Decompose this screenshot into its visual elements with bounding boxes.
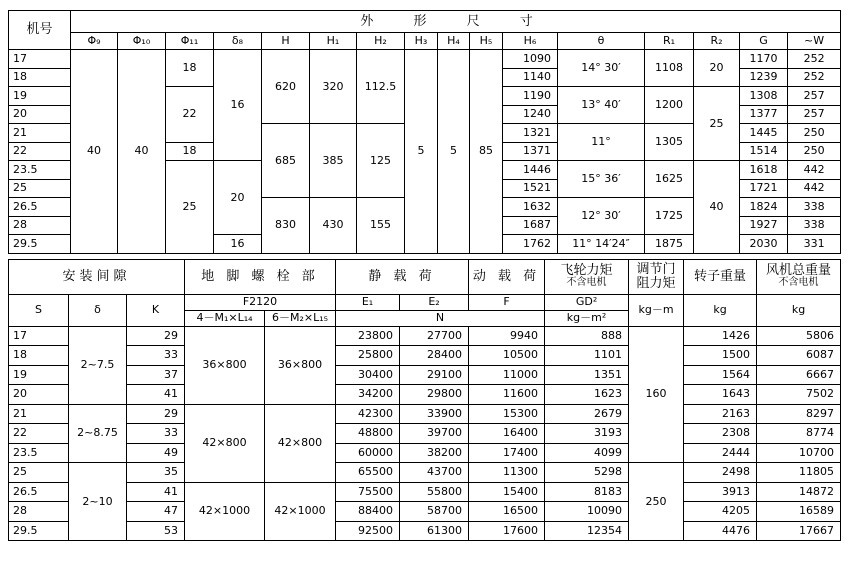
col-phi10: Φ₁₀ bbox=[118, 33, 166, 50]
R1-cell: 1875 bbox=[645, 235, 694, 254]
H6-cell: 1090 bbox=[503, 50, 558, 69]
table-row bbox=[9, 385, 841, 405]
phi10-cell: 40 bbox=[118, 50, 166, 254]
bolt1-cell: 42×800 bbox=[185, 404, 265, 482]
E2-cell: 39700 bbox=[400, 424, 469, 444]
W-cell: 252 bbox=[788, 50, 841, 69]
total-cell: 11805 bbox=[757, 463, 841, 483]
table-row bbox=[9, 443, 841, 463]
G-cell: 1239 bbox=[740, 68, 788, 87]
H6-cell: 1762 bbox=[503, 235, 558, 254]
theta-cell: 12° 30′ bbox=[558, 198, 645, 235]
E1-cell: 88400 bbox=[336, 502, 400, 522]
S-cell: 20 bbox=[9, 385, 69, 405]
F-cell: 9940 bbox=[469, 326, 545, 346]
total-cell: 5806 bbox=[757, 326, 841, 346]
load-weight-table bbox=[8, 259, 841, 542]
R2-cell: 40 bbox=[694, 161, 740, 254]
col-f2120: F2120 bbox=[185, 294, 336, 310]
table-row bbox=[9, 326, 841, 346]
phi11-cell: 22 bbox=[166, 87, 214, 143]
E1-cell: 42300 bbox=[336, 404, 400, 424]
H6-cell: 1521 bbox=[503, 179, 558, 198]
col-unit-N: N bbox=[336, 310, 545, 326]
delta8-cell: 16 bbox=[214, 50, 262, 161]
GD2-cell: 12354 bbox=[545, 521, 629, 541]
col-delta8: δ₈ bbox=[214, 33, 262, 50]
total-cell: 16589 bbox=[757, 502, 841, 522]
rotor-cell: 4205 bbox=[684, 502, 757, 522]
H5-cell: 85 bbox=[470, 50, 503, 254]
phi11-cell: 25 bbox=[166, 161, 214, 254]
F-cell: 15300 bbox=[469, 404, 545, 424]
col-E2: E₂ bbox=[400, 294, 469, 310]
rotor-cell: 4476 bbox=[684, 521, 757, 541]
total-cell: 14872 bbox=[757, 482, 841, 502]
jihao-cell: 29.5 bbox=[9, 235, 71, 254]
R1-cell: 1108 bbox=[645, 50, 694, 87]
col-bolt2: 6－M₂×L₁₅ bbox=[265, 310, 336, 326]
header-waixing: 外 形 尺 寸 bbox=[71, 11, 841, 33]
H4-cell: 5 bbox=[438, 50, 470, 254]
W-cell: 250 bbox=[788, 142, 841, 161]
F-cell: 11600 bbox=[469, 385, 545, 405]
E1-cell: 48800 bbox=[336, 424, 400, 444]
jihao-cell: 28 bbox=[9, 216, 71, 235]
bolt2-cell: 42×1000 bbox=[265, 482, 336, 541]
theta-cell: 13° 40′ bbox=[558, 87, 645, 124]
table-row bbox=[9, 463, 841, 483]
header-feilun bbox=[545, 259, 629, 294]
R1-cell: 1725 bbox=[645, 198, 694, 235]
col-phi11: Φ₁₁ bbox=[166, 33, 214, 50]
col-W: ~W bbox=[788, 33, 841, 50]
H1-cell: 320 bbox=[310, 50, 357, 124]
E2-cell: 58700 bbox=[400, 502, 469, 522]
phi11-cell: 18 bbox=[166, 142, 214, 161]
E1-cell: 25800 bbox=[336, 346, 400, 366]
H2-cell: 125 bbox=[357, 124, 405, 198]
G-cell: 1514 bbox=[740, 142, 788, 161]
G-cell: 1824 bbox=[740, 198, 788, 217]
S-cell: 21 bbox=[9, 404, 69, 424]
H6-cell: 1632 bbox=[503, 198, 558, 217]
H1-cell: 430 bbox=[310, 198, 357, 254]
E2-cell: 33900 bbox=[400, 404, 469, 424]
rotor-cell: 1500 bbox=[684, 346, 757, 366]
K-cell: 35 bbox=[127, 463, 185, 483]
table-row bbox=[9, 50, 841, 69]
total-cell: 10700 bbox=[757, 443, 841, 463]
phi11-cell: 18 bbox=[166, 50, 214, 87]
tiaojiemen-label: 调节门 bbox=[636, 261, 676, 277]
col-K: K bbox=[127, 294, 185, 326]
K-cell: 41 bbox=[127, 482, 185, 502]
header-tiaojiemen bbox=[629, 259, 684, 294]
fengji-sub: 不含电机 bbox=[778, 277, 819, 289]
delta-cell: 2~10 bbox=[69, 463, 127, 541]
E2-cell: 29100 bbox=[400, 365, 469, 385]
phi9-cell: 40 bbox=[71, 50, 118, 254]
dimension-table bbox=[8, 10, 841, 254]
col-GD2: GD² bbox=[545, 294, 629, 310]
jihao-cell: 22 bbox=[9, 142, 71, 161]
F-cell: 16400 bbox=[469, 424, 545, 444]
H6-cell: 1446 bbox=[503, 161, 558, 180]
jihao-cell: 23.5 bbox=[9, 161, 71, 180]
H6-cell: 1240 bbox=[503, 105, 558, 124]
rotor-cell: 2444 bbox=[684, 443, 757, 463]
rotor-cell: 1426 bbox=[684, 326, 757, 346]
G-cell: 1377 bbox=[740, 105, 788, 124]
col-H2: H₂ bbox=[357, 33, 405, 50]
G-cell: 1721 bbox=[740, 179, 788, 198]
F-cell: 10500 bbox=[469, 346, 545, 366]
col-R2: R₂ bbox=[694, 33, 740, 50]
E1-cell: 60000 bbox=[336, 443, 400, 463]
total-cell: 7502 bbox=[757, 385, 841, 405]
E2-cell: 55800 bbox=[400, 482, 469, 502]
E1-cell: 75500 bbox=[336, 482, 400, 502]
GD2-cell: 1623 bbox=[545, 385, 629, 405]
W-cell: 331 bbox=[788, 235, 841, 254]
delta-cell: 2~7.5 bbox=[69, 326, 127, 404]
G-cell: 1618 bbox=[740, 161, 788, 180]
E2-cell: 38200 bbox=[400, 443, 469, 463]
col-H1: H₁ bbox=[310, 33, 357, 50]
GD2-cell: 3193 bbox=[545, 424, 629, 444]
H6-cell: 1321 bbox=[503, 124, 558, 143]
H6-cell: 1140 bbox=[503, 68, 558, 87]
E2-cell: 43700 bbox=[400, 463, 469, 483]
GD2-cell: 1101 bbox=[545, 346, 629, 366]
col-theta: θ bbox=[558, 33, 645, 50]
col-H4: H₄ bbox=[438, 33, 470, 50]
E1-cell: 23800 bbox=[336, 326, 400, 346]
GD2-cell: 1351 bbox=[545, 365, 629, 385]
jihao-cell: 20 bbox=[9, 105, 71, 124]
GD2-cell: 8183 bbox=[545, 482, 629, 502]
H2-cell: 155 bbox=[357, 198, 405, 254]
table-row bbox=[9, 404, 841, 424]
H1-cell: 385 bbox=[310, 124, 357, 198]
E2-cell: 28400 bbox=[400, 346, 469, 366]
theta-cell: 14° 30′ bbox=[558, 50, 645, 87]
GD2-cell: 5298 bbox=[545, 463, 629, 483]
S-cell: 23.5 bbox=[9, 443, 69, 463]
F-cell: 17600 bbox=[469, 521, 545, 541]
E1-cell: 92500 bbox=[336, 521, 400, 541]
S-cell: 28 bbox=[9, 502, 69, 522]
jihao-cell: 21 bbox=[9, 124, 71, 143]
GD2-cell: 2679 bbox=[545, 404, 629, 424]
E1-cell: 34200 bbox=[336, 385, 400, 405]
W-cell: 257 bbox=[788, 105, 841, 124]
table-row bbox=[9, 502, 841, 522]
delta-cell: 2~8.75 bbox=[69, 404, 127, 463]
table-row bbox=[9, 346, 841, 366]
W-cell: 338 bbox=[788, 198, 841, 217]
rotor-cell: 3913 bbox=[684, 482, 757, 502]
R1-cell: 1305 bbox=[645, 124, 694, 161]
total-cell: 8774 bbox=[757, 424, 841, 444]
table-row bbox=[9, 521, 841, 541]
K-cell: 29 bbox=[127, 326, 185, 346]
header-fengji bbox=[757, 259, 841, 294]
R1-cell: 1625 bbox=[645, 161, 694, 198]
header-dijiao: 地 脚 螺 栓 部 bbox=[185, 259, 336, 294]
E2-cell: 29800 bbox=[400, 385, 469, 405]
S-cell: 18 bbox=[9, 346, 69, 366]
rotor-cell: 2308 bbox=[684, 424, 757, 444]
H-cell: 620 bbox=[262, 50, 310, 124]
feilun-sub: 不含电机 bbox=[566, 277, 607, 289]
col-F: F bbox=[469, 294, 545, 310]
H6-cell: 1371 bbox=[503, 142, 558, 161]
col-H5: H₅ bbox=[470, 33, 503, 50]
S-cell: 19 bbox=[9, 365, 69, 385]
GD2-cell: 888 bbox=[545, 326, 629, 346]
col-phi9: Φ₉ bbox=[71, 33, 118, 50]
K-cell: 49 bbox=[127, 443, 185, 463]
H-cell: 685 bbox=[262, 124, 310, 198]
bolt2-cell: 36×800 bbox=[265, 326, 336, 404]
K-cell: 33 bbox=[127, 346, 185, 366]
rotor-cell: 2498 bbox=[684, 463, 757, 483]
col-E1: E₁ bbox=[336, 294, 400, 310]
tiaojie-cell: 250 bbox=[629, 463, 684, 541]
col-unit-kgm: kg－m bbox=[629, 294, 684, 326]
W-cell: 252 bbox=[788, 68, 841, 87]
col-H3: H₃ bbox=[405, 33, 438, 50]
col-bolt1: 4－M₁×L₁₄ bbox=[185, 310, 265, 326]
table-row bbox=[9, 365, 841, 385]
jihao-cell: 26.5 bbox=[9, 198, 71, 217]
fengji-label: 风机总重量 bbox=[766, 263, 832, 279]
spec-sheet bbox=[8, 10, 840, 541]
header-anzhuang: 安装间隙 bbox=[9, 259, 185, 294]
table-row bbox=[9, 482, 841, 502]
S-cell: 29.5 bbox=[9, 521, 69, 541]
col-R1: R₁ bbox=[645, 33, 694, 50]
theta-cell: 15° 36′ bbox=[558, 161, 645, 198]
F-cell: 15400 bbox=[469, 482, 545, 502]
rotor-cell: 2163 bbox=[684, 404, 757, 424]
total-cell: 17667 bbox=[757, 521, 841, 541]
header-zhuanzi: 转子重量 bbox=[684, 259, 757, 294]
feilun-label: 飞轮力矩 bbox=[560, 263, 613, 279]
header-jihao: 机号 bbox=[9, 11, 71, 50]
GD2-cell: 4099 bbox=[545, 443, 629, 463]
rotor-cell: 1564 bbox=[684, 365, 757, 385]
bolt1-cell: 36×800 bbox=[185, 326, 265, 404]
G-cell: 1927 bbox=[740, 216, 788, 235]
jihao-cell: 19 bbox=[9, 87, 71, 106]
W-cell: 442 bbox=[788, 179, 841, 198]
col-H: H bbox=[262, 33, 310, 50]
table-row bbox=[9, 424, 841, 444]
F-cell: 16500 bbox=[469, 502, 545, 522]
header-dongzai: 动 载 荷 bbox=[469, 259, 545, 294]
K-cell: 41 bbox=[127, 385, 185, 405]
total-cell: 8297 bbox=[757, 404, 841, 424]
W-cell: 250 bbox=[788, 124, 841, 143]
delta8-cell: 16 bbox=[214, 235, 262, 254]
bolt2-cell: 42×800 bbox=[265, 404, 336, 482]
col-unit-kg-total: kg bbox=[757, 294, 841, 326]
col-H6: H₆ bbox=[503, 33, 558, 50]
zulju-label: 阻力矩 bbox=[636, 275, 676, 291]
G-cell: 1445 bbox=[740, 124, 788, 143]
tiaojie-cell: 160 bbox=[629, 326, 684, 463]
R2-cell: 20 bbox=[694, 50, 740, 87]
S-cell: 17 bbox=[9, 326, 69, 346]
F-cell: 11000 bbox=[469, 365, 545, 385]
total-cell: 6087 bbox=[757, 346, 841, 366]
E2-cell: 61300 bbox=[400, 521, 469, 541]
S-cell: 25 bbox=[9, 463, 69, 483]
delta8-cell: 20 bbox=[214, 161, 262, 235]
GD2-cell: 10090 bbox=[545, 502, 629, 522]
W-cell: 257 bbox=[788, 87, 841, 106]
col-G: G bbox=[740, 33, 788, 50]
G-cell: 1308 bbox=[740, 87, 788, 106]
header-jingzai: 静 载 荷 bbox=[336, 259, 469, 294]
K-cell: 33 bbox=[127, 424, 185, 444]
K-cell: 29 bbox=[127, 404, 185, 424]
jihao-cell: 18 bbox=[9, 68, 71, 87]
E2-cell: 27700 bbox=[400, 326, 469, 346]
F-cell: 17400 bbox=[469, 443, 545, 463]
G-cell: 1170 bbox=[740, 50, 788, 69]
H-cell: 830 bbox=[262, 198, 310, 254]
K-cell: 53 bbox=[127, 521, 185, 541]
H2-cell: 112.5 bbox=[357, 50, 405, 124]
col-unit-kg-rotor: kg bbox=[684, 294, 757, 326]
E1-cell: 65500 bbox=[336, 463, 400, 483]
K-cell: 47 bbox=[127, 502, 185, 522]
jihao-cell: 25 bbox=[9, 179, 71, 198]
K-cell: 37 bbox=[127, 365, 185, 385]
total-cell: 6667 bbox=[757, 365, 841, 385]
theta-cell: 11° 14′24″ bbox=[558, 235, 645, 254]
W-cell: 338 bbox=[788, 216, 841, 235]
R2-cell: 25 bbox=[694, 87, 740, 161]
G-cell: 2030 bbox=[740, 235, 788, 254]
col-S: S bbox=[9, 294, 69, 326]
H3-cell: 5 bbox=[405, 50, 438, 254]
col-unit-kgm2: kg－m² bbox=[545, 310, 629, 326]
jihao-cell: 17 bbox=[9, 50, 71, 69]
H6-cell: 1190 bbox=[503, 87, 558, 106]
W-cell: 442 bbox=[788, 161, 841, 180]
theta-cell: 11° bbox=[558, 124, 645, 161]
rotor-cell: 1643 bbox=[684, 385, 757, 405]
H6-cell: 1687 bbox=[503, 216, 558, 235]
E1-cell: 30400 bbox=[336, 365, 400, 385]
R1-cell: 1200 bbox=[645, 87, 694, 124]
bolt1-cell: 42×1000 bbox=[185, 482, 265, 541]
S-cell: 26.5 bbox=[9, 482, 69, 502]
S-cell: 22 bbox=[9, 424, 69, 444]
F-cell: 11300 bbox=[469, 463, 545, 483]
col-delta: δ bbox=[69, 294, 127, 326]
